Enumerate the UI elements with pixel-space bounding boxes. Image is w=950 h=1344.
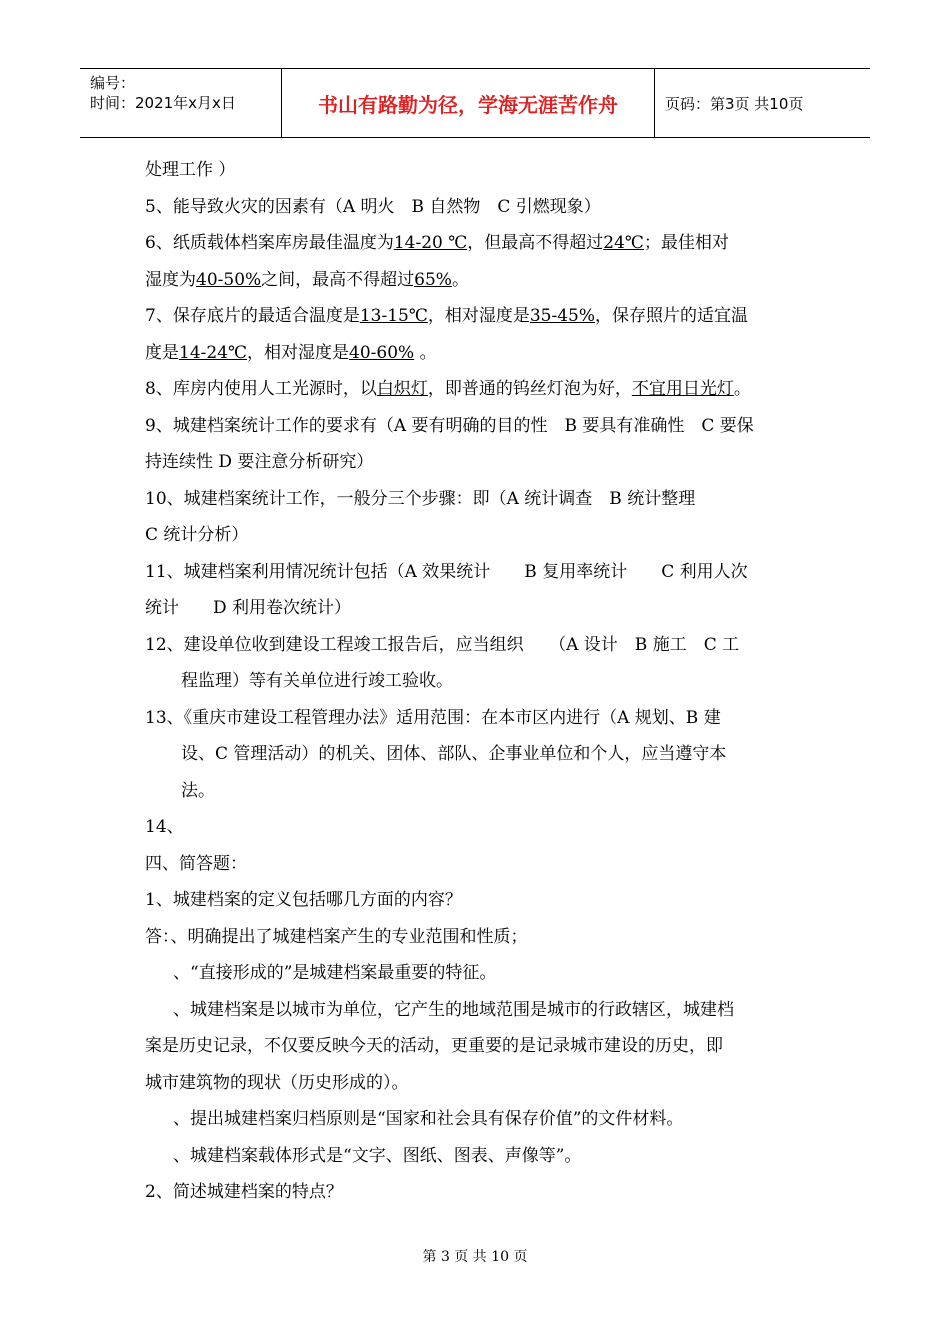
text-line: 程监理）等有关单位进行竣工验收。 xyxy=(181,671,453,691)
question-line: 2、简述城建档案的特点？ xyxy=(145,1182,343,1202)
question-line: 1、城建档案的定义包括哪几方面的内容？ xyxy=(145,890,462,910)
text-line: 5、能导致火灾的因素有（A 明火 B 自然物 C 引燃现象） xyxy=(145,196,601,217)
date-label: 时间：2021年x月x日 xyxy=(90,94,236,112)
header-page-info: 页码：第3页 共10页 xyxy=(665,94,804,113)
answer-line: 、城建档案是以城市为单位，它产生的地域范围是城市的行政辖区，城建档 xyxy=(173,999,734,1020)
number-label: 编号： xyxy=(90,74,136,92)
page-header xyxy=(80,68,870,138)
text-line: C 统计分析） xyxy=(145,525,249,545)
document-body xyxy=(145,152,825,1211)
answer-line: 城市建筑物的现状（历史形成的）。 xyxy=(145,1072,409,1093)
text-line: 统计 D 利用卷次统计） xyxy=(145,598,352,618)
section-heading: 四、简答题： xyxy=(145,853,247,874)
text-line: 10、城建档案统计工作，一般分三个步骤：即（A 统计调查 B 统计整理 xyxy=(145,488,696,509)
answer-line: 、城建档案载体形式是“文字、图纸、图表、声像等”。 xyxy=(173,1145,582,1166)
page-footer: 第 3 页 共 10 页 xyxy=(422,1249,528,1265)
text-line: 12、建设单位收到建设工程竣工报告后，应当组织 （A 设计 B 施工 C 工 xyxy=(145,634,740,655)
text-line: 度是14-24℃，相对湿度是40-60% 。 xyxy=(145,342,437,363)
text-line: 湿度为40-50%之间，最高不得超过65%。 xyxy=(145,269,469,290)
text-line: 处理工作 ） xyxy=(145,160,236,180)
answer-line: 、提出城建档案归档原则是“国家和社会具有保存价值”的文件材料。 xyxy=(173,1109,684,1129)
text-line: 法。 xyxy=(181,780,215,801)
text-line: 9、城建档案统计工作的要求有（A 要有明确的目的性 B 要具有准确性 C 要保 xyxy=(145,415,754,436)
answer-line: 、“直接形成的”是城建档案最重要的特征。 xyxy=(173,963,497,983)
header-meta xyxy=(80,69,282,137)
text-line: 8、库房内使用人工光源时，以白炽灯，即普通的钨丝灯泡为好，不宜用日光灯。 xyxy=(145,379,751,399)
answer-line: 案是历史记录，不仅要反映今天的活动，更重要的是记录城市建设的历史，即 xyxy=(145,1036,723,1056)
text-line: 14、 xyxy=(145,817,184,837)
text-line: 13、《重庆市建设工程管理办法》适用范围：在本市区内进行（A 规划、B 建 xyxy=(145,707,721,728)
text-line: 持连续性 D 要注意分析研究） xyxy=(145,452,374,472)
text-line: 6、纸质载体档案库房最佳温度为14-20 ℃，但最高不得超过24℃；最佳相对 xyxy=(145,233,729,253)
header-motto: 书山有路勤为径，学海无涯苦作舟 xyxy=(282,69,655,137)
text-line: 设、C 管理活动）的机关、团体、部队、企事业单位和个人，应当遵守本 xyxy=(181,744,727,764)
answer-line: 答：、明确提出了城建档案产生的专业范围和性质； xyxy=(145,926,528,947)
text-line: 11、城建档案利用情况统计包括（A 效果统计 B 复用率统计 C 利用人次 xyxy=(145,561,748,582)
text-line: 7、保存底片的最适合温度是13-15℃，相对湿度是35-45%，保存照片的适宜温 xyxy=(145,306,749,326)
